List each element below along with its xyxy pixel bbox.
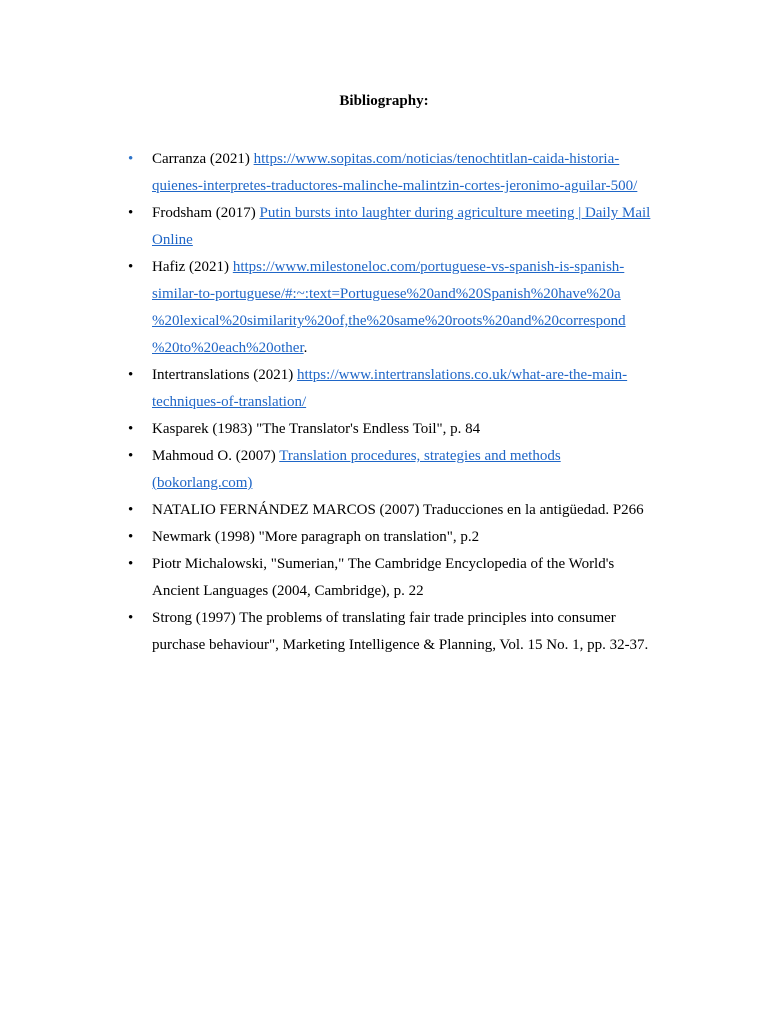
entry-author: Intertranslations (2021) (152, 367, 297, 383)
list-item (128, 497, 672, 524)
entry-link[interactable]: Online (152, 232, 193, 248)
list-item (128, 146, 672, 200)
bullet-icon: • (128, 556, 134, 572)
entry-line (152, 362, 672, 389)
entry-author: Hafiz (2021) (152, 259, 233, 275)
list-item (128, 551, 672, 605)
entry-line (152, 308, 672, 335)
entry-link[interactable]: %20to%20each%20other (152, 340, 304, 356)
entry-text: Newmark (1998) "More paragraph on translation", p.2 (152, 529, 480, 545)
entry-link[interactable]: https://www.sopitas.com/noticias/tenochtitlan-caida-historia- (253, 151, 620, 167)
entry-link[interactable]: Translation procedures, strategies and methods (279, 448, 561, 464)
bullet-icon: • (128, 448, 134, 464)
entry-line (152, 227, 672, 254)
entry-text: purchase behaviour", Marketing Intelligence & Planning, Vol. 15 No. 1, pp. 32-37. (152, 637, 649, 653)
entry-line (152, 146, 672, 173)
entry-line (152, 443, 672, 470)
list-item (128, 605, 672, 659)
entry-link[interactable]: techniques-of-translation/ (152, 394, 307, 410)
list-item (128, 524, 672, 551)
entry-line (152, 281, 672, 308)
entry-line (152, 173, 672, 200)
entry-text: Strong (1997) The problems of translating fair trade principles into consumer (152, 610, 616, 626)
entry-link[interactable]: %20lexical%20similarity%20of,the%20same%20roots%20and%20correspond (152, 313, 626, 329)
list-item (128, 443, 672, 497)
list-item (128, 362, 672, 416)
entry-line (152, 335, 672, 362)
entry-author: Mahmoud O. (2007) (152, 448, 280, 464)
entry-suffix: . (303, 340, 308, 356)
entry-text: NATALIO FERNÁNDEZ MARCOS (2007) Traducciones en la antigüedad. P266 (152, 502, 644, 518)
bullet-icon: • (128, 259, 134, 275)
bullet-icon: • (128, 502, 134, 518)
entry-link[interactable]: Putin bursts into laughter during agriculture meeting | Daily Mail (259, 205, 651, 221)
entry-link[interactable]: (bokorlang.com) (152, 475, 253, 491)
bullet-icon: • (128, 151, 134, 167)
bullet-icon: • (128, 529, 134, 545)
bibliography-list (128, 146, 672, 659)
entry-link[interactable]: https://www.intertranslations.co.uk/what-are-the-main- (296, 367, 628, 383)
entry-text: Ancient Languages (2004, Cambridge), p. 22 (152, 583, 424, 599)
entry-link[interactable]: quienes-interpretes-traductores-malinche-malintzin-cortes-jeronimo-aguilar-500/ (152, 178, 638, 194)
bullet-icon: • (128, 421, 134, 437)
entry-line (152, 389, 672, 416)
entry-text: Kasparek (1983) "The Translator's Endless Toil", p. 84 (152, 421, 481, 437)
list-item (128, 200, 672, 254)
entry-author: Frodsham (2017) (152, 205, 260, 221)
list-item (128, 254, 672, 362)
entry-text: Piotr Michalowski, "Sumerian," The Cambridge Encyclopedia of the World's (152, 556, 615, 572)
entry-line (152, 200, 672, 227)
entry-line (152, 470, 672, 497)
bullet-icon: • (128, 367, 134, 383)
entry-line (152, 254, 672, 281)
list-item (128, 416, 672, 443)
entry-link[interactable]: similar-to-portuguese/#:~:text=Portuguese%20and%20Spanish%20have%20a (152, 286, 621, 302)
page-title: Bibliography: (339, 93, 429, 109)
entry-author: Carranza (2021) (152, 151, 254, 167)
bullet-icon: • (128, 610, 134, 626)
entry-link[interactable]: https://www.milestoneloc.com/portuguese-vs-spanish-is-spanish- (232, 259, 625, 275)
bullet-icon: • (128, 205, 134, 221)
